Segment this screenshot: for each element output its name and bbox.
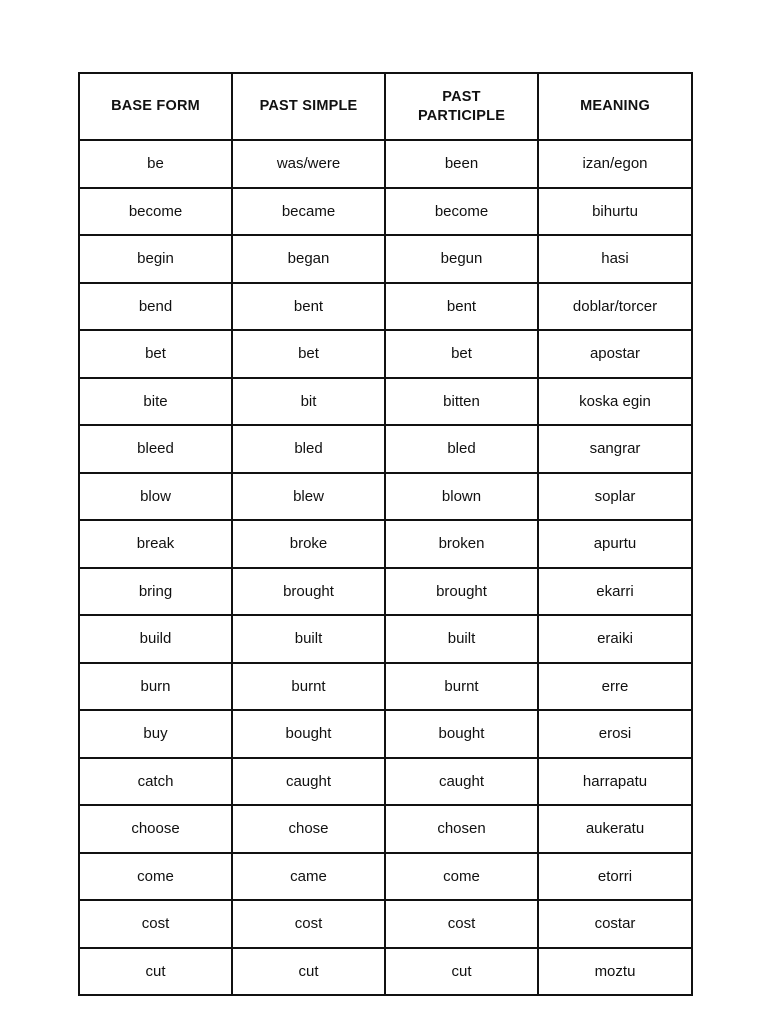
cell-past-participle: bled	[385, 425, 538, 473]
cell-past-simple: bought	[232, 710, 385, 758]
cell-past-participle: cut	[385, 948, 538, 996]
header-past-participle	[385, 73, 538, 140]
cell-base-form: blow	[79, 473, 232, 521]
cell-past-participle: bent	[385, 283, 538, 331]
cell-meaning: koska egin	[538, 378, 692, 426]
cell-past-simple: burnt	[232, 663, 385, 711]
table-row	[79, 188, 692, 236]
table-row	[79, 425, 692, 473]
cell-past-participle: bitten	[385, 378, 538, 426]
cell-past-simple: broke	[232, 520, 385, 568]
table-row	[79, 283, 692, 331]
cell-past-simple: came	[232, 853, 385, 901]
cell-meaning: erre	[538, 663, 692, 711]
cell-past-participle: broken	[385, 520, 538, 568]
cell-base-form: begin	[79, 235, 232, 283]
cell-meaning: erosi	[538, 710, 692, 758]
cell-meaning: apurtu	[538, 520, 692, 568]
cell-past-participle: chosen	[385, 805, 538, 853]
cell-past-participle: built	[385, 615, 538, 663]
cell-past-participle: bet	[385, 330, 538, 378]
cell-past-simple: bit	[232, 378, 385, 426]
cell-past-simple: bet	[232, 330, 385, 378]
cell-base-form: buy	[79, 710, 232, 758]
cell-past-simple: began	[232, 235, 385, 283]
cell-past-participle: bought	[385, 710, 538, 758]
cell-meaning: sangrar	[538, 425, 692, 473]
table-row	[79, 235, 692, 283]
table-row	[79, 710, 692, 758]
cell-past-participle: begun	[385, 235, 538, 283]
cell-past-participle: become	[385, 188, 538, 236]
cell-past-simple: cost	[232, 900, 385, 948]
table-body	[79, 140, 692, 995]
cell-meaning: moztu	[538, 948, 692, 996]
cell-past-simple: blew	[232, 473, 385, 521]
header-meaning: MEANING	[538, 73, 692, 140]
header-base-form: BASE FORM	[79, 73, 232, 140]
cell-past-simple: chose	[232, 805, 385, 853]
cell-base-form: bend	[79, 283, 232, 331]
cell-meaning: doblar/torcer	[538, 283, 692, 331]
cell-past-participle: brought	[385, 568, 538, 616]
cell-past-simple: caught	[232, 758, 385, 806]
table-row	[79, 853, 692, 901]
table-row	[79, 615, 692, 663]
cell-meaning: ekarri	[538, 568, 692, 616]
table-row	[79, 140, 692, 188]
cell-meaning: soplar	[538, 473, 692, 521]
table-row	[79, 758, 692, 806]
cell-base-form: break	[79, 520, 232, 568]
cell-past-simple: became	[232, 188, 385, 236]
table-header-row	[79, 73, 692, 140]
cell-base-form: become	[79, 188, 232, 236]
irregular-verbs-table	[78, 72, 693, 996]
cell-base-form: choose	[79, 805, 232, 853]
header-past-participle-line-2: PARTICIPLE	[417, 107, 506, 124]
cell-base-form: build	[79, 615, 232, 663]
cell-past-participle: blown	[385, 473, 538, 521]
table-row	[79, 805, 692, 853]
cell-base-form: burn	[79, 663, 232, 711]
cell-base-form: bring	[79, 568, 232, 616]
cell-meaning: eraiki	[538, 615, 692, 663]
cell-base-form: catch	[79, 758, 232, 806]
cell-past-simple: was/were	[232, 140, 385, 188]
cell-base-form: bite	[79, 378, 232, 426]
cell-base-form: bleed	[79, 425, 232, 473]
cell-meaning: harrapatu	[538, 758, 692, 806]
cell-meaning: hasi	[538, 235, 692, 283]
cell-base-form: cut	[79, 948, 232, 996]
cell-past-participle: cost	[385, 900, 538, 948]
cell-base-form: come	[79, 853, 232, 901]
table-row	[79, 520, 692, 568]
cell-meaning: bihurtu	[538, 188, 692, 236]
cell-past-participle: burnt	[385, 663, 538, 711]
table-row	[79, 900, 692, 948]
cell-meaning: apostar	[538, 330, 692, 378]
table-row	[79, 568, 692, 616]
cell-past-simple: built	[232, 615, 385, 663]
header-past-participle-line-1: PAST	[442, 88, 481, 105]
table-row	[79, 378, 692, 426]
table-row	[79, 330, 692, 378]
cell-past-participle: caught	[385, 758, 538, 806]
cell-past-simple: bled	[232, 425, 385, 473]
cell-past-simple: cut	[232, 948, 385, 996]
cell-meaning: izan/egon	[538, 140, 692, 188]
cell-meaning: etorri	[538, 853, 692, 901]
cell-past-participle: been	[385, 140, 538, 188]
cell-base-form: be	[79, 140, 232, 188]
cell-past-simple: bent	[232, 283, 385, 331]
table-row	[79, 663, 692, 711]
cell-past-participle: come	[385, 853, 538, 901]
table-row	[79, 473, 692, 521]
table-row	[79, 948, 692, 996]
cell-base-form: cost	[79, 900, 232, 948]
cell-meaning: aukeratu	[538, 805, 692, 853]
header-past-simple: PAST SIMPLE	[232, 73, 385, 140]
cell-base-form: bet	[79, 330, 232, 378]
cell-past-simple: brought	[232, 568, 385, 616]
cell-meaning: costar	[538, 900, 692, 948]
